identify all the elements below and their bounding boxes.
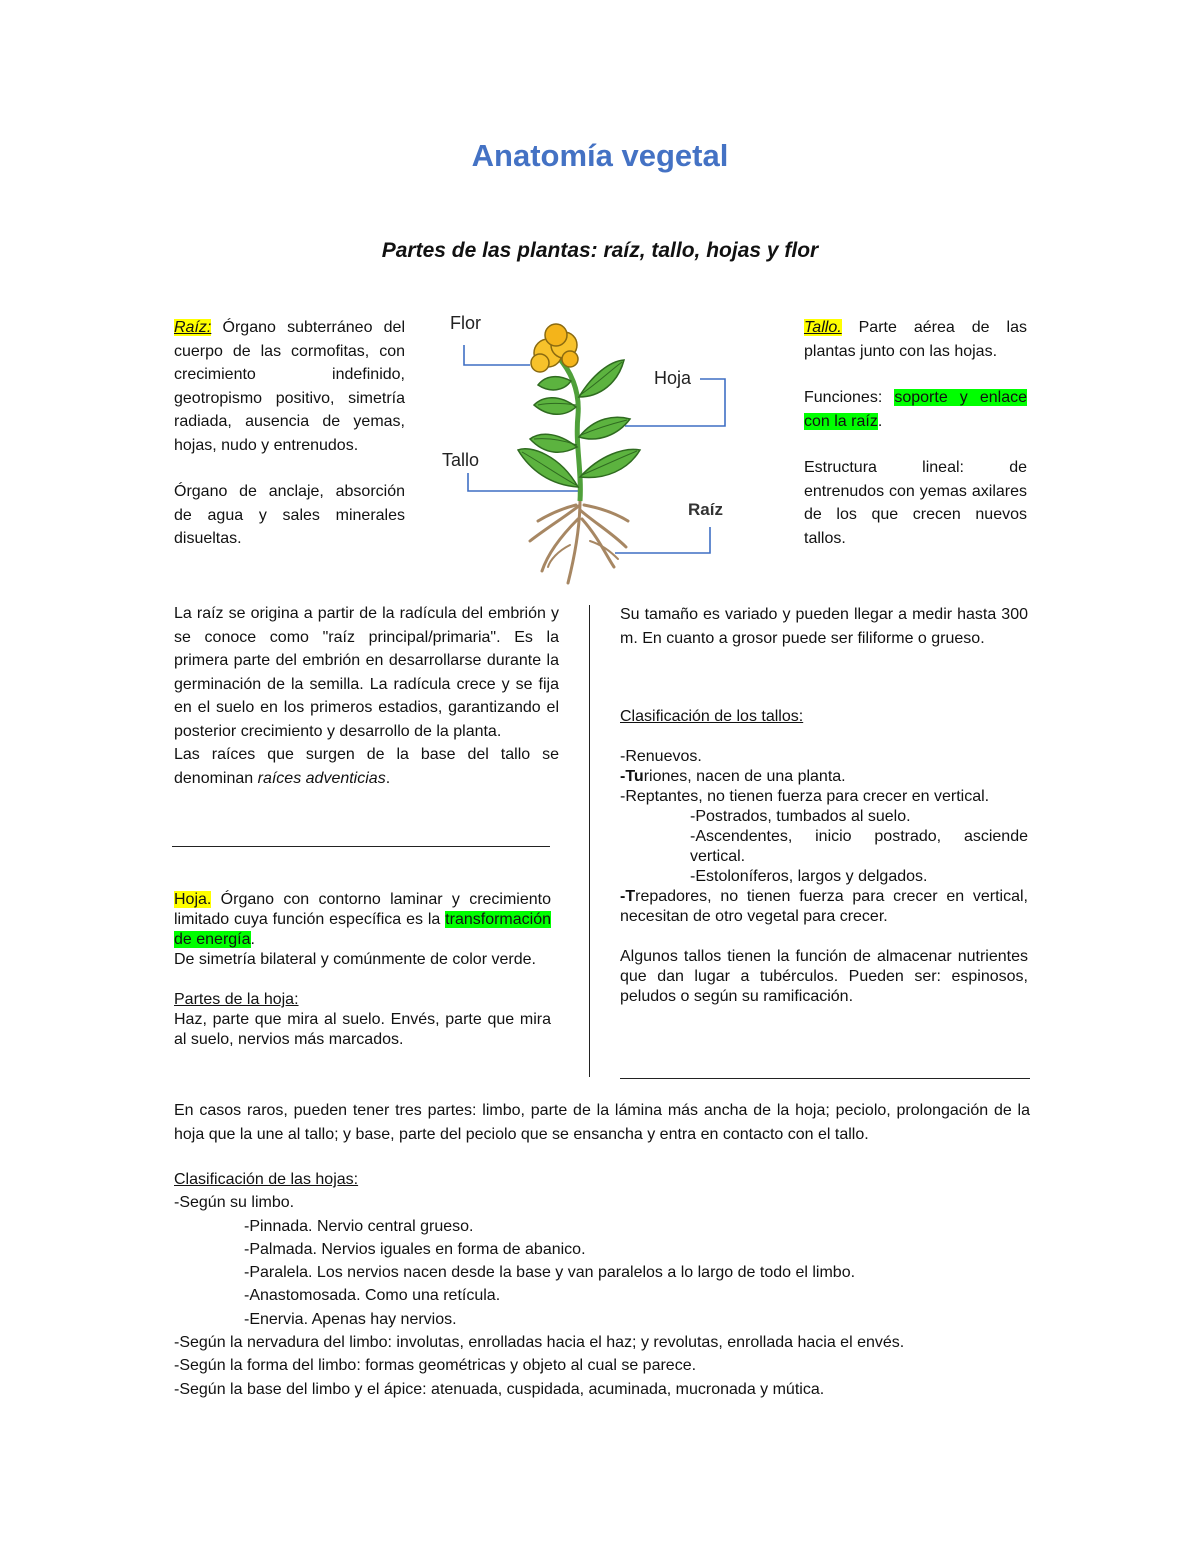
raiz-origin-text: La raíz se origina a partir de la radícula del embrión y se conoce como "raíz principal/primaria". Es la primera parte del embrión en desarrollarse durante la germinación de la semilla. La radícula crece y se fija en el suelo en los primeros estadios, garantizando el posterior crecimiento y desarrollo de la planta.: [174, 605, 559, 740]
raiz-connector-line: [615, 527, 710, 553]
label-flor: Flor: [450, 313, 481, 333]
tallo-size-text: Su tamaño es variado y pueden llegar a medir hasta 300 m. En cuanto a grosor puede ser filiforme o grueso.: [620, 606, 1028, 647]
hoja-item: -Según la forma del limbo: formas geométricas y objeto al cual se parece.: [174, 1357, 697, 1375]
tallo-ascendentes: -Ascendentes, inicio postrado, asciende vertical.: [690, 828, 1028, 865]
casos-raros-text: En casos raros, pueden tener tres partes: limbo, parte de la lámina más ancha de la hoja; peciolo, prolongación de la hoja que la une al tallo; y base, parte del peciolo que se ensancha y entra en contacto con el tallo.: [174, 1102, 1030, 1143]
flower-icon: [531, 324, 578, 372]
raiz-term: Raíz:: [174, 319, 212, 336]
clasificacion-tallos-title: Clasificación de los tallos:: [620, 708, 804, 725]
hoja-item: -Pinnada. Nervio central grueso.: [244, 1217, 474, 1235]
tallo-definition: [804, 316, 1027, 550]
tallo-func-highlight: soporte y enlace con la raíz: [804, 389, 1027, 430]
label-raiz: Raíz: [688, 500, 723, 519]
clasificacion-hojas-title: Clasificación de las hojas:: [174, 1171, 359, 1188]
hojas-classification: [174, 1168, 1030, 1401]
raiz-def: Órgano subterráneo del cuerpo de las cormofitas, con crecimiento indefinido, geotropismo positivo, simetría radiada, ausencia de yemas, hojas, nudo y entrenudos.: [174, 319, 405, 454]
raiz-function: Órgano de anclaje, absorción de agua y sales minerales disueltas.: [174, 483, 405, 547]
raiz-detail: [174, 602, 559, 790]
roots-icon: [530, 500, 628, 583]
label-tallo: Tallo: [442, 450, 480, 470]
flor-connector-line: [464, 345, 530, 365]
tallo-def: Parte aérea de las plantas junto con las hojas.: [804, 319, 1027, 360]
tallo-func-end: .: [877, 412, 883, 430]
tallo-estructura: Estructura lineal: de entrenudos con yemas axilares de los que crecen nuevos tallos.: [804, 459, 1027, 547]
page-title: Anatomía vegetal: [471, 138, 729, 173]
tallo-turiones-prefix: -Tu: [620, 768, 644, 785]
tallo-reptantes: -Reptantes, no tienen fuerza para crecer en vertical.: [620, 788, 990, 805]
divider-right: [620, 1078, 1030, 1079]
hoja-item: -Según la base del limbo y el ápice: atenuada, cuspidada, acuminada, mucronada y mútica.: [174, 1380, 825, 1398]
tallo-term: Tallo.: [804, 319, 842, 336]
divider-left: [172, 846, 550, 847]
hoja-def: Órgano con contorno laminar y crecimiento limitado cuya función específica es la: [174, 891, 551, 928]
hoja-item: -Paralela. Los nervios nacen desde la base y van paralelos a lo largo de todo el limbo.: [244, 1264, 856, 1282]
raiz-adventicias-term: raíces adventicias: [257, 769, 386, 787]
tallo-postrados: -Postrados, tumbados al suelo.: [690, 808, 911, 825]
hoja-item: -Según su limbo.: [174, 1194, 295, 1212]
tallo-func-label: Funciones:: [804, 389, 895, 406]
tallo-trepadores-prefix: -T: [620, 888, 636, 905]
tallo-estoloniferos: -Estoloníferos, largos y delgados.: [690, 868, 928, 885]
partes-hoja-title: Partes de la hoja:: [174, 991, 299, 1008]
tallo-classification: [620, 707, 1028, 1007]
section-subtitle: Partes de las plantas: raíz, tallo, hojas y flor: [381, 239, 819, 262]
raiz-definition: [174, 316, 405, 551]
plant-diagram: [430, 305, 760, 590]
raiz-adventicias-end: .: [385, 769, 391, 787]
tallo-turiones: riones, nacen de una planta.: [643, 768, 846, 785]
tallo-detail: [620, 603, 1028, 650]
hoja-item: -Anastomosada. Como una retícula.: [244, 1287, 501, 1305]
hoja-term: Hoja.: [174, 891, 212, 908]
tallo-renuevos: -Renuevos.: [620, 748, 702, 765]
tallo-trepadores: repadores, no tienen fuerza para crecer en vertical, necesitan de otro vegetal para crecer.: [620, 888, 1028, 925]
tallo-almacenar: Algunos tallos tienen la función de almacenar nutrientes que dan lugar a tubérculos. Pueden ser: espinosos, peludos o según su ramificación.: [620, 948, 1028, 1005]
hoja-item: -Según la nervadura del limbo: involutas, enrolladas hacia el haz; y revolutas, enrollada hacia el envés.: [174, 1334, 905, 1352]
column-divider: [589, 605, 590, 1077]
hoja-definition: [174, 890, 551, 1050]
label-hoja: Hoja: [654, 368, 692, 388]
hoja-highlight: transformación de energía: [174, 911, 551, 948]
hoja-item: -Palmada. Nervios iguales en forma de abanico.: [244, 1240, 586, 1258]
hoja-item: -Enervia. Apenas hay nervios.: [244, 1310, 457, 1328]
hoja-simetria: De simetría bilateral y comúnmente de color verde.: [174, 951, 536, 968]
partes-hoja-text: Haz, parte que mira al suelo. Envés, parte que mira al suelo, nervios más marcados.: [174, 1011, 551, 1048]
raiz-adventicias-text: Las raíces que surgen de la base del tallo se denominan: [174, 746, 559, 787]
hojas-partes-text: [174, 1099, 1030, 1146]
hoja-end: .: [250, 931, 255, 948]
